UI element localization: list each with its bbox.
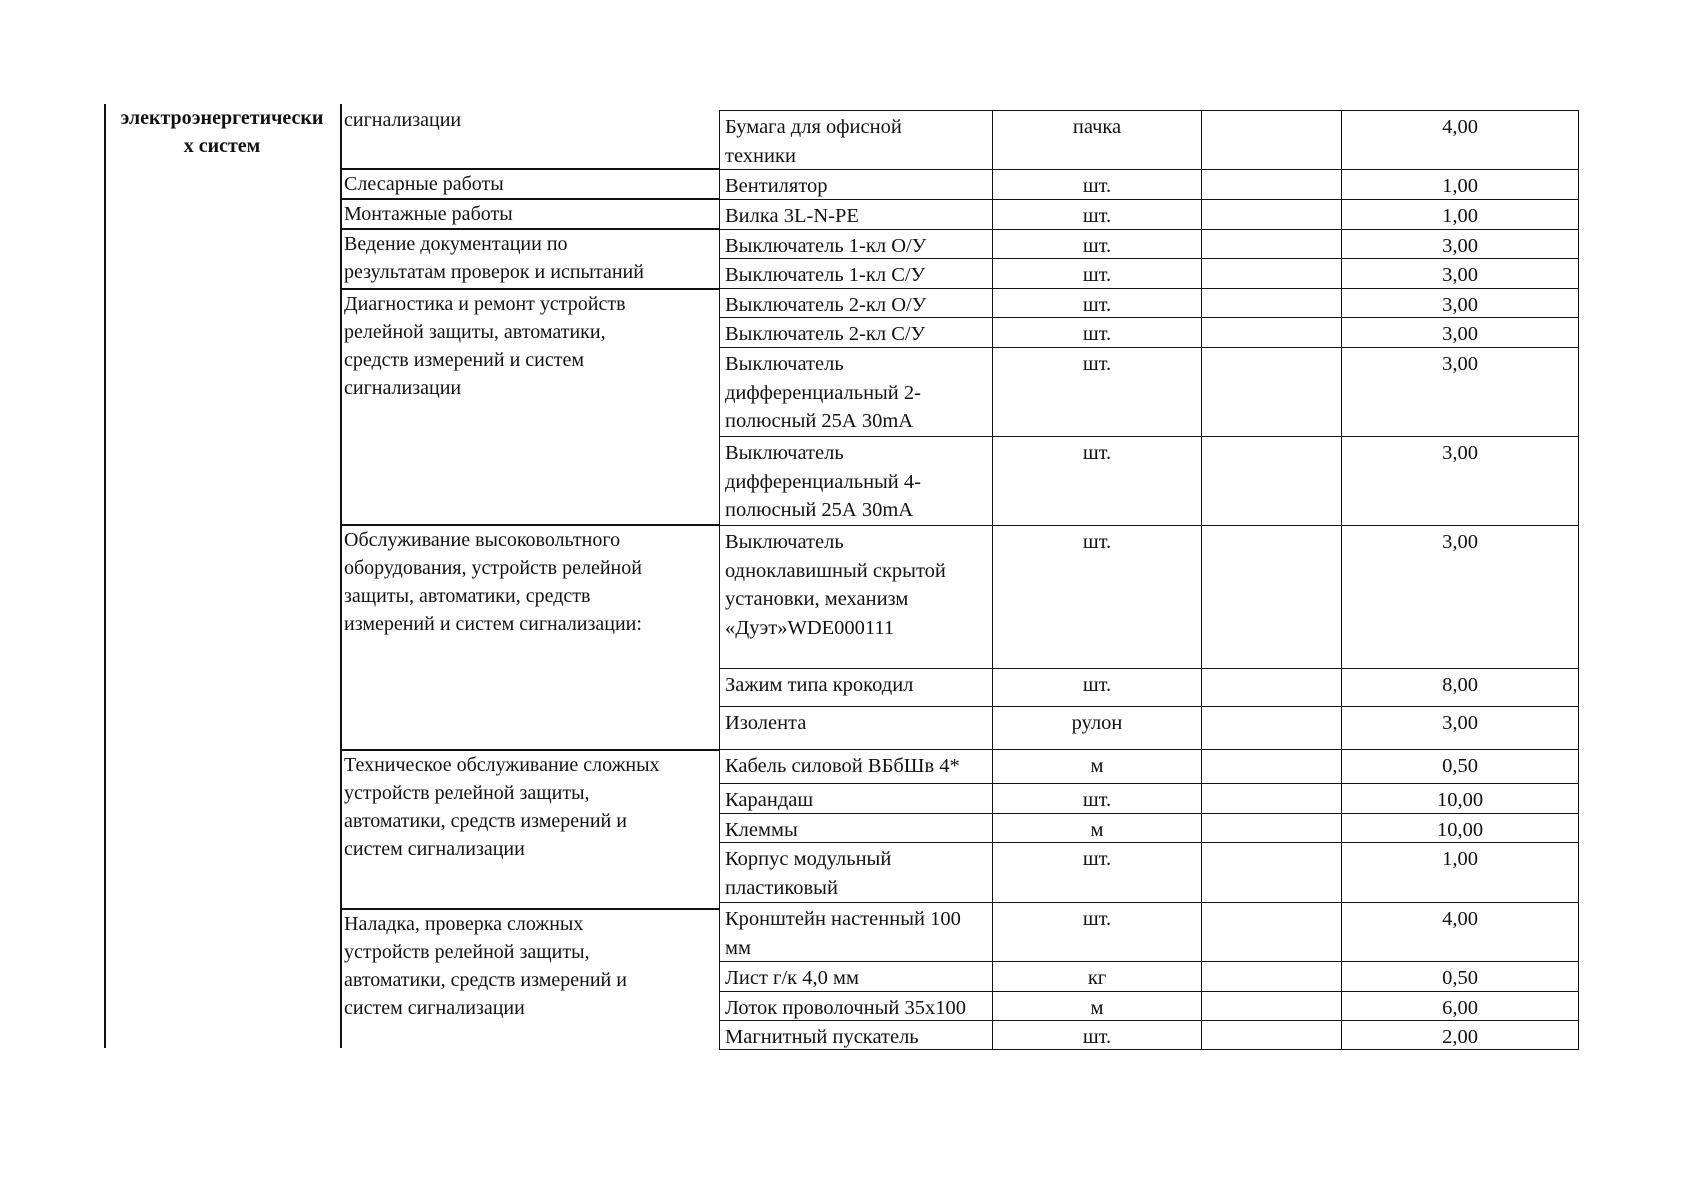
material-name-line: установки, механизм (725, 588, 909, 610)
section-heading-line: х систем (183, 135, 261, 157)
work-item (344, 910, 716, 1022)
material-extra-cell (1201, 961, 1342, 992)
material-qty-text: 1,00 (1442, 175, 1478, 197)
work-item-line: систем сигнализации (344, 997, 525, 1019)
material-qty-cell (1341, 169, 1579, 200)
material-unit-cell (992, 668, 1202, 707)
material-name-cell (719, 525, 993, 669)
material-extra-cell (1201, 110, 1342, 170)
work-item (344, 751, 716, 863)
material-unit-text: шт. (1082, 908, 1112, 930)
material-qty-cell (1341, 288, 1579, 318)
material-unit-text: шт. (1082, 353, 1112, 375)
material-unit-text: шт. (1082, 205, 1112, 227)
material-name-line: Выключатель 1-кл О/У (725, 235, 927, 257)
material-name-cell (719, 169, 993, 200)
material-unit-text: шт. (1082, 235, 1112, 257)
material-name-line: Лоток проволочный 35х100 (725, 997, 966, 1019)
material-qty-cell (1341, 317, 1579, 348)
material-qty-text: 3,00 (1442, 294, 1478, 316)
material-unit-text: шт. (1082, 175, 1112, 197)
material-name-cell (719, 258, 993, 289)
material-qty-cell (1341, 258, 1579, 289)
material-name-line: Клеммы (725, 819, 798, 841)
work-item-line: Обслуживание высоковольтного (344, 529, 621, 551)
material-name-cell (719, 229, 993, 259)
material-name-cell (719, 783, 993, 814)
material-unit-text: шт. (1082, 789, 1112, 811)
work-item-line: систем сигнализации (344, 838, 525, 860)
material-extra-cell (1201, 668, 1342, 707)
material-unit-cell (992, 525, 1202, 669)
material-name-line: Выключатель 1-кл С/У (725, 264, 926, 286)
material-qty-cell (1341, 991, 1579, 1021)
work-item-line: релейной защиты, автоматики, (344, 321, 606, 343)
material-name-cell (719, 1020, 993, 1050)
material-extra-cell (1201, 783, 1342, 814)
material-name-cell (719, 961, 993, 992)
material-unit-cell (992, 706, 1202, 750)
material-unit-cell (992, 258, 1202, 289)
material-name-line: Бумага для офисной (725, 116, 902, 138)
work-item-line: устройств релейной защиты, (344, 941, 590, 963)
material-qty-text: 3,00 (1442, 235, 1478, 257)
material-name-line: дифференциальный 4- (725, 470, 921, 493)
material-name-line: Выключатель 2-кл С/У (725, 323, 926, 345)
material-unit-text: рулон (1071, 712, 1123, 734)
material-extra-cell (1201, 436, 1342, 526)
material-name-cell (719, 991, 993, 1021)
work-item-line: автоматики, средств измерений и (344, 969, 627, 991)
material-extra-cell (1201, 749, 1342, 784)
material-unit-cell (992, 110, 1202, 170)
material-unit-text: шт. (1082, 531, 1112, 553)
material-qty-text: 3,00 (1442, 531, 1478, 553)
work-item-line: измерений и систем сигнализации: (344, 613, 642, 635)
material-name-cell (719, 706, 993, 750)
material-qty-text: 0,50 (1442, 967, 1478, 989)
material-extra-cell (1201, 902, 1342, 962)
material-name-line: Изолента (725, 712, 807, 734)
material-unit-cell (992, 199, 1202, 230)
work-item-line: средств измерений и систем (344, 349, 584, 371)
material-qty-text: 0,50 (1442, 755, 1478, 777)
material-name-cell (719, 902, 993, 962)
material-name-line: Выключатель 2-кл О/У (725, 294, 927, 316)
material-qty-cell (1341, 902, 1579, 962)
material-name-cell (719, 199, 993, 230)
material-name-cell (719, 813, 993, 843)
material-unit-text: кг (1087, 967, 1107, 989)
material-name-cell (719, 668, 993, 707)
material-name-line: Магнитный пускатель (725, 1026, 919, 1048)
work-item-line: оборудования, устройств релейной (344, 557, 642, 579)
material-qty-cell (1341, 1020, 1579, 1050)
material-name-line: Лист г/к 4,0 мм (725, 967, 859, 989)
work-item (344, 230, 716, 286)
material-name-line: Корпус модульный (725, 848, 892, 870)
material-unit-cell (992, 991, 1202, 1021)
material-extra-cell (1201, 706, 1342, 750)
material-qty-cell (1341, 813, 1579, 843)
material-name-line: одноклавишный скрытой (725, 559, 946, 582)
material-name-line: дифференциальный 2- (725, 381, 921, 404)
material-qty-text: 3,00 (1442, 442, 1478, 464)
material-qty-cell (1341, 347, 1579, 437)
material-unit-text: м (1090, 755, 1104, 777)
material-qty-text: 4,00 (1442, 116, 1478, 138)
material-qty-cell (1341, 199, 1579, 230)
work-item-line: защиты, автоматики, средств (344, 585, 591, 607)
material-name-cell (719, 110, 993, 170)
work-item-line: Слесарные работы (344, 173, 504, 195)
material-name-line: Вентилятор (725, 175, 828, 197)
material-unit-text: шт. (1082, 264, 1112, 286)
material-qty-cell (1341, 436, 1579, 526)
work-item-line: сигнализации (344, 377, 462, 399)
material-name-line: Зажим типа крокодил (725, 674, 914, 696)
material-unit-cell (992, 902, 1202, 962)
material-extra-cell (1201, 991, 1342, 1021)
work-item-line: Наладка, проверка сложных (344, 913, 584, 935)
material-qty-text: 8,00 (1442, 674, 1478, 696)
work-item-line: сигнализации (344, 109, 462, 131)
material-unit-cell (992, 436, 1202, 526)
section-heading (106, 104, 338, 160)
material-name-line: Выключатель (725, 353, 844, 375)
material-name-line: Кабель силовой ВБбШв 4* (725, 755, 960, 777)
material-unit-cell (992, 749, 1202, 784)
work-item-line: Техническое обслуживание сложных (344, 754, 660, 776)
material-name-cell (719, 317, 993, 348)
material-extra-cell (1201, 525, 1342, 669)
column-divider-line (340, 104, 342, 1048)
material-qty-cell (1341, 525, 1579, 669)
material-qty-text: 3,00 (1442, 323, 1478, 345)
material-unit-text: м (1090, 819, 1104, 841)
work-item-line: устройств релейной защиты, (344, 782, 590, 804)
material-unit-text: шт. (1082, 442, 1112, 464)
material-qty-text: 4,00 (1442, 908, 1478, 930)
material-extra-cell (1201, 199, 1342, 230)
material-unit-cell (992, 317, 1202, 348)
material-extra-cell (1201, 1020, 1342, 1050)
material-extra-cell (1201, 317, 1342, 348)
work-item (344, 200, 716, 228)
material-unit-cell (992, 813, 1202, 843)
material-qty-cell (1341, 706, 1579, 750)
material-extra-cell (1201, 813, 1342, 843)
material-name-line: Выключатель (725, 531, 844, 553)
material-extra-cell (1201, 229, 1342, 259)
material-unit-cell (992, 347, 1202, 437)
material-name-line: Карандаш (725, 789, 814, 811)
material-qty-cell (1341, 783, 1579, 814)
material-qty-text: 10,00 (1436, 819, 1484, 841)
material-name-line: полюсный 25А 30mA (725, 410, 914, 432)
material-qty-text: 1,00 (1442, 205, 1478, 227)
material-name-cell (719, 749, 993, 784)
material-qty-text: 2,00 (1442, 1026, 1478, 1048)
material-qty-cell (1341, 842, 1579, 903)
material-name-line: мм (725, 936, 751, 959)
material-qty-text: 10,00 (1436, 789, 1484, 811)
material-unit-cell (992, 961, 1202, 992)
work-item-line: автоматики, средств измерений и (344, 810, 627, 832)
material-qty-cell (1341, 668, 1579, 707)
work-item (344, 526, 716, 638)
material-name-line: Кронштейн настенный 100 (725, 908, 961, 930)
work-item (344, 290, 716, 402)
material-qty-text: 1,00 (1442, 848, 1478, 870)
section-heading-line: электроэнергетически (120, 107, 324, 129)
work-item-line: результатам проверок и испытаний (344, 261, 644, 283)
material-qty-cell (1341, 229, 1579, 259)
material-unit-cell (992, 229, 1202, 259)
material-unit-text: шт. (1082, 848, 1112, 870)
material-name-cell (719, 347, 993, 437)
material-extra-cell (1201, 347, 1342, 437)
work-item-line: Ведение документации по (344, 233, 568, 255)
material-unit-cell (992, 169, 1202, 200)
material-extra-cell (1201, 258, 1342, 289)
material-unit-cell (992, 783, 1202, 814)
material-unit-cell (992, 842, 1202, 903)
material-qty-text: 3,00 (1442, 712, 1478, 734)
material-extra-cell (1201, 288, 1342, 318)
material-unit-text: шт. (1082, 323, 1112, 345)
material-unit-text: м (1090, 997, 1104, 1019)
material-extra-cell (1201, 169, 1342, 200)
material-name-line: «Дуэт»WDE000111 (725, 616, 895, 639)
material-name-line: техники (725, 144, 796, 167)
material-unit-cell (992, 288, 1202, 318)
material-name-cell (719, 842, 993, 903)
material-qty-cell (1341, 961, 1579, 992)
material-unit-text: шт. (1082, 1026, 1112, 1048)
material-qty-text: 6,00 (1442, 997, 1478, 1019)
material-unit-text: шт. (1082, 294, 1112, 316)
material-name-line: Выключатель (725, 442, 844, 464)
material-qty-cell (1341, 749, 1579, 784)
material-name-cell (719, 288, 993, 318)
material-qty-text: 3,00 (1442, 264, 1478, 286)
material-name-line: полюсный 25А 30mA (725, 499, 914, 521)
material-qty-text: 3,00 (1442, 353, 1478, 375)
material-name-line: Вилка 3L-N-PE (725, 205, 859, 227)
material-unit-text: пачка (1072, 116, 1122, 138)
work-item (344, 106, 716, 134)
material-name-line: пластиковый (725, 876, 838, 899)
material-qty-cell (1341, 110, 1579, 170)
material-unit-text: шт. (1082, 674, 1112, 696)
material-extra-cell (1201, 842, 1342, 903)
material-unit-cell (992, 1020, 1202, 1050)
left-border-line (104, 104, 106, 1048)
work-item (344, 170, 716, 198)
work-item-line: Монтажные работы (344, 203, 513, 225)
material-name-cell (719, 436, 993, 526)
work-item-line: Диагностика и ремонт устройств (344, 293, 626, 315)
